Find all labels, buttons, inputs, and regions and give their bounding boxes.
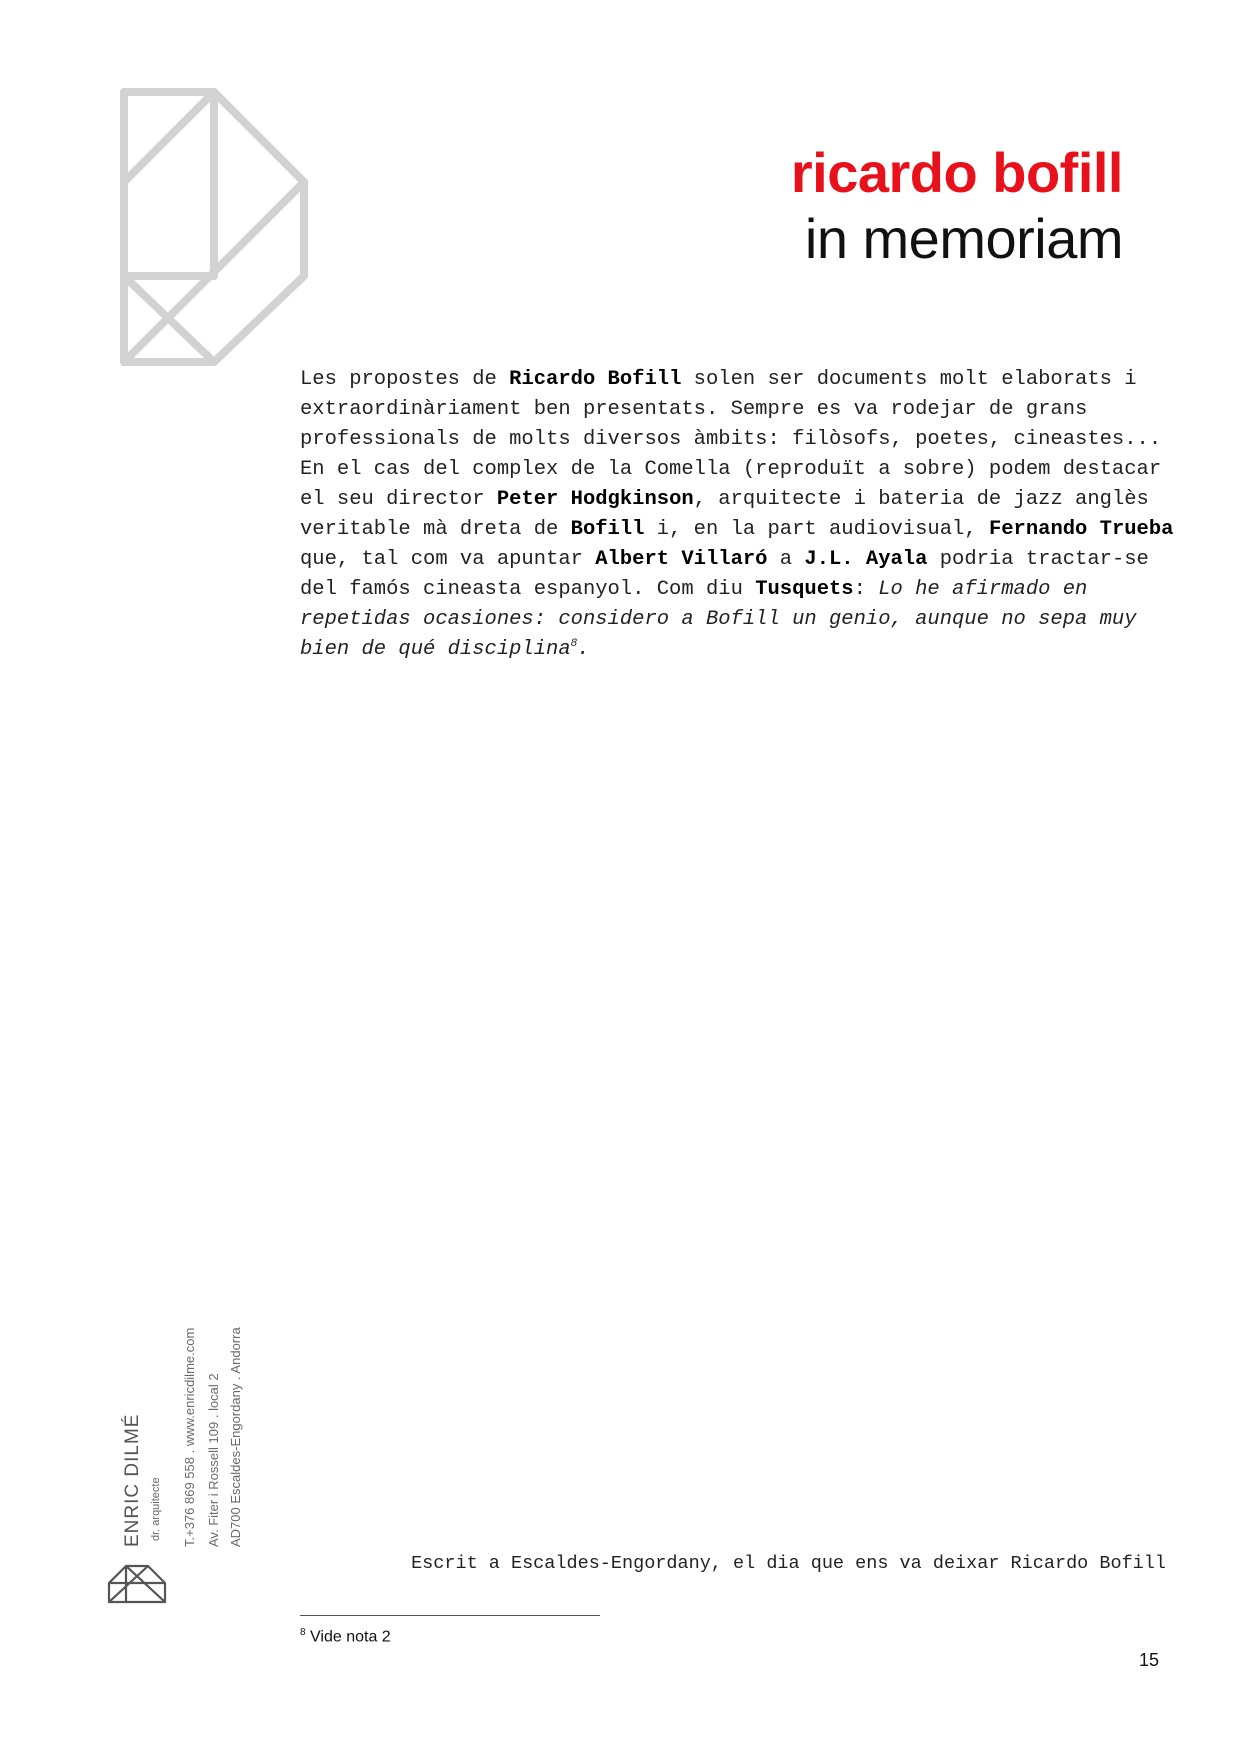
body-text-segment: podria tractar-se del famós cineasta espanyol. Com diu	[300, 548, 1149, 601]
title-block	[791, 140, 1123, 272]
footnote-divider	[300, 1615, 600, 1616]
footnote-number: 8	[300, 1627, 306, 1638]
footnote-reference: 8	[570, 638, 578, 651]
brand-contact: T.+376 869 558 . www.enricdilme.com	[182, 1327, 197, 1547]
name-fernando-trueba: Fernando Trueba	[988, 518, 1174, 541]
name-jl-ayala: J.L. Ayala	[804, 548, 928, 571]
title-subtitle: in memoriam	[804, 207, 1123, 270]
body-text-segment: solen ser documents molt elaborats i extraordinàriament ben presentats. Sempre es va rodejar de grans professionals de molts diversos àmbits: filòsofs, poetes, cineastes... En el cas del complex de la Comella (reproduït a sobre) podem destacar el seu director	[300, 368, 1162, 511]
name-ricardo-bofill: Ricardo Bofill	[509, 368, 682, 391]
body-text-segment: i, en la part audiovisual,	[644, 518, 989, 541]
body-text-segment: a	[767, 548, 805, 571]
quote-end: .	[577, 638, 590, 661]
quote-text: Lo he afirmado en repetidas ocasiones: considero a Bofill un genio, aunque no sepa muy bien de qué disciplina	[300, 578, 1137, 661]
signature-line: Escrit a Escaldes-Engordany, el dia que ens va deixar Ricardo Bofill	[411, 1553, 1166, 1574]
body-text-segment: :	[853, 578, 879, 601]
name-bofill: Bofill	[570, 518, 645, 541]
footnote-text: Vide nota 2	[310, 1628, 391, 1646]
brand-role: dr. arquitecte	[150, 1477, 162, 1541]
footnote	[300, 1627, 391, 1646]
page-number: 15	[1138, 1650, 1159, 1670]
title-name: ricardo bofill	[790, 141, 1123, 204]
body-text-segment: Les propostes de	[300, 368, 510, 391]
body-text-segment: que, tal com va apuntar	[300, 548, 596, 571]
brand-logo-large-icon	[118, 86, 314, 368]
name-tusquets: Tusquets	[755, 578, 854, 601]
name-peter-hodgkinson: Peter Hodgkinson	[496, 488, 694, 511]
footer-brand	[100, 1285, 270, 1605]
name-albert-villaro: Albert Villaró	[595, 548, 768, 571]
house-cube-logo-icon	[106, 1563, 168, 1605]
body-text-segment: , arquitecte i bateria de jazz anglès veritable mà dreta de	[300, 488, 1149, 541]
brand-name: ENRIC DILMÉ	[122, 1413, 143, 1547]
body-paragraph	[300, 365, 1180, 665]
brand-address-line1: Av. Fiter i Rossell 109 . local 2	[206, 1373, 221, 1547]
brand-address-line2: AD700 Escaldes-Engordany . Andorra	[228, 1327, 243, 1547]
